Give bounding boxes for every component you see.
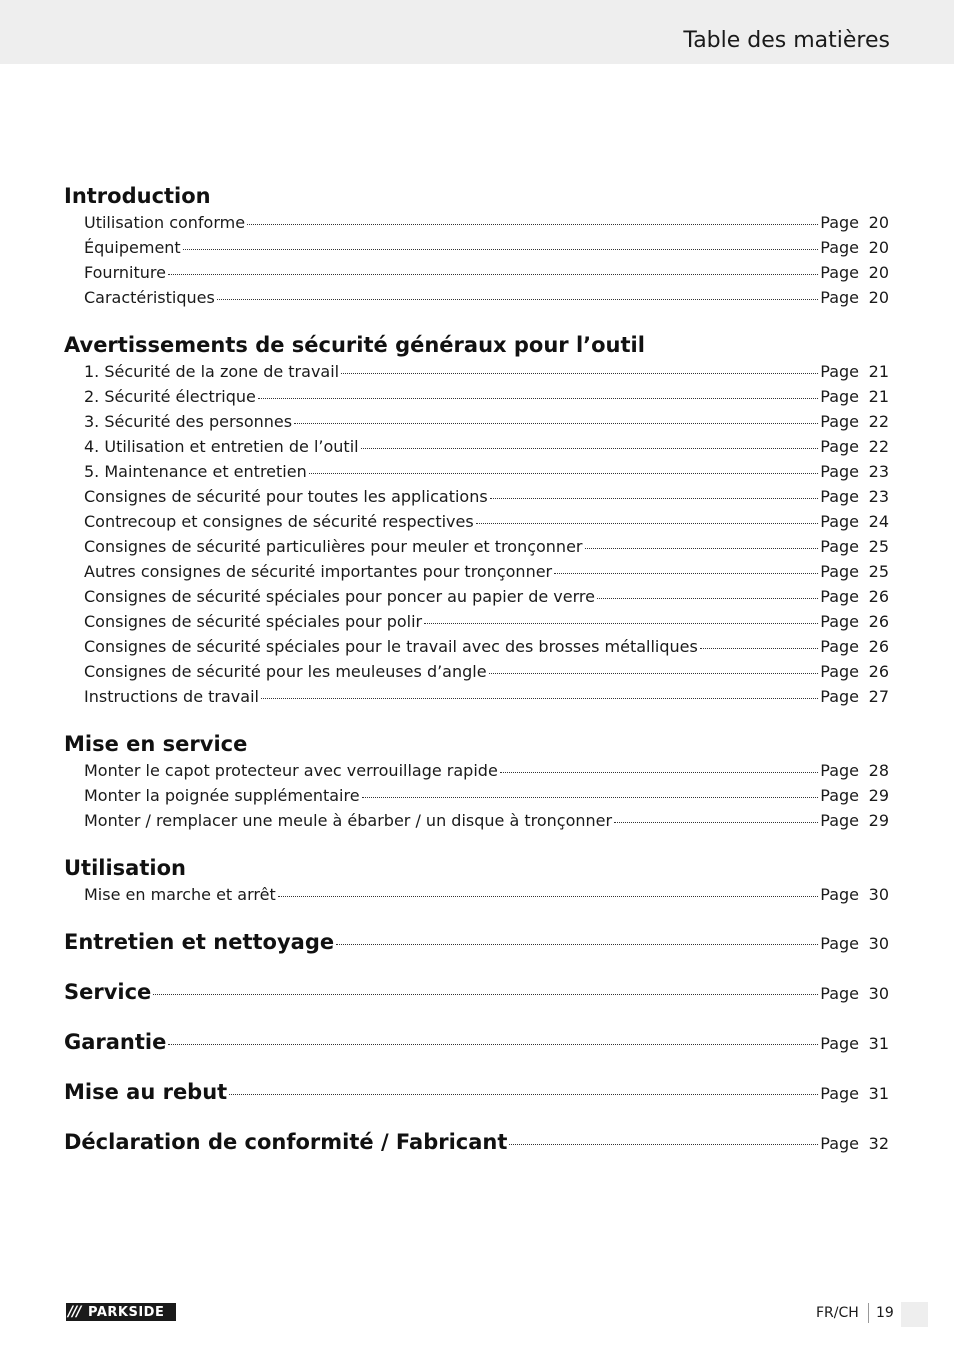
- toc-section-safety-warnings: [64, 331, 889, 709]
- dot-leader: [424, 623, 818, 624]
- dot-leader: [361, 448, 819, 449]
- entry-label: Instructions de travail: [84, 687, 259, 706]
- page-word: Page: [820, 984, 859, 1003]
- page-word: Page: [820, 637, 859, 656]
- page-title: Table des matières: [683, 28, 890, 53]
- dot-leader: [362, 797, 819, 798]
- entry-label: Mise en marche et arrêt: [84, 885, 276, 904]
- page-number: 26: [868, 637, 889, 656]
- page-number: 20: [868, 263, 889, 282]
- toc-entry[interactable]: [64, 484, 889, 509]
- entry-label: Garantie: [64, 1030, 167, 1054]
- entry-label: Équipement: [84, 238, 181, 257]
- toc-entry[interactable]: [64, 285, 889, 310]
- toc-entry[interactable]: [64, 559, 889, 584]
- entry-label: Fourniture: [84, 263, 166, 282]
- entry-label: Consignes de sécurité spéciales pour poncer au papier de verre: [84, 587, 595, 606]
- entry-label: 4. Utilisation et entretien de l’outil: [84, 437, 359, 456]
- toc-heading-entry[interactable]: [64, 928, 889, 978]
- entry-label: 1. Sécurité de la zone de travail: [84, 362, 340, 381]
- page-word: Page: [820, 687, 859, 706]
- page-number: 22: [868, 412, 889, 431]
- page-word: Page: [820, 934, 859, 953]
- page-word: Page: [820, 537, 859, 556]
- footer-tab-box: [901, 1302, 928, 1327]
- page-word: Page: [820, 612, 859, 631]
- page-number: 25: [868, 537, 889, 556]
- entry-label: Consignes de sécurité particulières pour meuler et tronçonner: [84, 537, 583, 556]
- dot-leader: [597, 598, 818, 599]
- page-number: 32: [868, 1134, 889, 1153]
- toc-entry[interactable]: [64, 758, 889, 783]
- page-word: Page: [820, 1084, 859, 1103]
- page-word: Page: [820, 562, 859, 581]
- footer-divider: [868, 1303, 869, 1323]
- entry-label: Caractéristiques: [84, 288, 215, 307]
- page-number: 25: [868, 562, 889, 581]
- page-number: 24: [868, 512, 889, 531]
- toc-entry[interactable]: [64, 609, 889, 634]
- page-word: Page: [820, 786, 859, 805]
- logo-text: PARKSIDE: [88, 1304, 165, 1320]
- entry-label: 5. Maintenance et entretien: [84, 462, 307, 481]
- toc-section-commissioning: [64, 730, 889, 833]
- toc-entry[interactable]: [64, 260, 889, 285]
- page-number: 28: [868, 761, 889, 780]
- page-number: 21: [868, 387, 889, 406]
- toc-entry[interactable]: [64, 509, 889, 534]
- section-heading: Introduction: [64, 184, 211, 208]
- dot-leader: [229, 1094, 818, 1095]
- dot-leader: [554, 573, 818, 574]
- page-word: Page: [820, 412, 859, 431]
- entry-label: Utilisation conforme: [84, 213, 246, 232]
- page-number: 27: [868, 687, 889, 706]
- toc-entry[interactable]: [64, 434, 889, 459]
- section-heading: Mise en service: [64, 732, 248, 756]
- entry-label: Mise au rebut: [64, 1080, 228, 1104]
- page-number: 29: [868, 786, 889, 805]
- toc-entry[interactable]: [64, 459, 889, 484]
- dot-leader: [489, 673, 819, 674]
- table-of-contents: [64, 182, 889, 1178]
- page-number-footer: 19: [876, 1305, 894, 1321]
- dot-leader: [168, 274, 818, 275]
- dot-leader: [509, 1144, 818, 1145]
- parkside-logo: [66, 1303, 176, 1321]
- toc-entry[interactable]: [64, 409, 889, 434]
- dot-leader: [336, 944, 818, 945]
- dot-leader: [614, 822, 818, 823]
- page-number: 21: [868, 362, 889, 381]
- toc-entry[interactable]: [64, 783, 889, 808]
- page-word: Page: [820, 238, 859, 257]
- page-number: 29: [868, 811, 889, 830]
- entry-label: Consignes de sécurité pour toutes les applications: [84, 487, 488, 506]
- page-number: 30: [868, 984, 889, 1003]
- dot-leader: [247, 224, 818, 225]
- page-word: Page: [820, 761, 859, 780]
- toc-entry[interactable]: [64, 808, 889, 833]
- toc-section-introduction: [64, 182, 889, 310]
- page-word: Page: [820, 387, 859, 406]
- page-word: Page: [820, 487, 859, 506]
- page-word: Page: [820, 288, 859, 307]
- toc-heading-entry[interactable]: [64, 1028, 889, 1078]
- dot-leader: [261, 698, 818, 699]
- page-word: Page: [820, 462, 859, 481]
- page-word: Page: [820, 437, 859, 456]
- page-word: Page: [820, 587, 859, 606]
- toc-entry[interactable]: [64, 584, 889, 609]
- dot-leader: [217, 299, 818, 300]
- dot-leader: [183, 249, 819, 250]
- dot-leader: [476, 523, 819, 524]
- page-word: Page: [820, 885, 859, 904]
- entry-label: Entretien et nettoyage: [64, 930, 335, 954]
- page-word: Page: [820, 662, 859, 681]
- entry-label: Contrecoup et consignes de sécurité respectives: [84, 512, 474, 531]
- page-word: Page: [820, 512, 859, 531]
- toc-entry[interactable]: [64, 882, 889, 907]
- page-footer: [0, 1300, 954, 1330]
- page-number: 30: [868, 885, 889, 904]
- entry-label: Autres consignes de sécurité importantes pour tronçonner: [84, 562, 553, 581]
- toc-entry[interactable]: [64, 634, 889, 659]
- dot-leader: [294, 423, 818, 424]
- page-word: Page: [820, 362, 859, 381]
- toc-entry[interactable]: [64, 534, 889, 559]
- page-number: 20: [868, 288, 889, 307]
- dot-leader: [500, 772, 818, 773]
- logo-slashes-icon: ///: [68, 1304, 81, 1320]
- section-heading: Utilisation: [64, 856, 186, 880]
- language-code: FR/CH: [816, 1305, 859, 1321]
- page-number: 23: [868, 487, 889, 506]
- dot-leader: [278, 896, 819, 897]
- dot-leader: [168, 1044, 818, 1045]
- page-number: 31: [868, 1084, 889, 1103]
- dot-leader: [341, 373, 818, 374]
- page-word: Page: [820, 1034, 859, 1053]
- toc-entry[interactable]: [64, 659, 889, 684]
- toc-entry[interactable]: [64, 684, 889, 709]
- dot-leader: [585, 548, 819, 549]
- toc-entry[interactable]: [64, 235, 889, 260]
- page-number: 23: [868, 462, 889, 481]
- page-number: 20: [868, 213, 889, 232]
- entry-label: 3. Sécurité des personnes: [84, 412, 293, 431]
- page-number: 30: [868, 934, 889, 953]
- page-number: 26: [868, 612, 889, 631]
- toc-entry[interactable]: [64, 359, 889, 384]
- dot-leader: [490, 498, 819, 499]
- page-word: Page: [820, 811, 859, 830]
- toc-entry[interactable]: [64, 384, 889, 409]
- entry-label: 2. Sécurité électrique: [84, 387, 256, 406]
- toc-section-usage: [64, 854, 889, 907]
- page-number: 22: [868, 437, 889, 456]
- page-word: Page: [820, 213, 859, 232]
- entry-label: Monter le capot protecteur avec verrouillage rapide: [84, 761, 498, 780]
- dot-leader: [258, 398, 818, 399]
- dot-leader: [309, 473, 819, 474]
- page-number: 26: [868, 587, 889, 606]
- toc-entry[interactable]: [64, 210, 889, 235]
- page-number: 31: [868, 1034, 889, 1053]
- entry-label: Consignes de sécurité spéciales pour le travail avec des brosses métalliques: [84, 637, 698, 656]
- page-word: Page: [820, 1134, 859, 1153]
- entry-label: Consignes de sécurité spéciales pour polir: [84, 612, 423, 631]
- entry-label: Consignes de sécurité pour les meuleuses d’angle: [84, 662, 487, 681]
- toc-heading-entry[interactable]: [64, 1078, 889, 1128]
- toc-heading-entry[interactable]: [64, 978, 889, 1028]
- entry-label: Monter / remplacer une meule à ébarber / un disque à tronçonner: [84, 811, 613, 830]
- toc-heading-entry[interactable]: [64, 1128, 889, 1178]
- page-number: 20: [868, 238, 889, 257]
- dot-leader: [700, 648, 818, 649]
- entry-label: Monter la poignée supplémentaire: [84, 786, 360, 805]
- dot-leader: [153, 994, 818, 995]
- entry-label: Déclaration de conformité / Fabricant: [64, 1130, 508, 1154]
- page-number: 26: [868, 662, 889, 681]
- section-heading: Avertissements de sécurité généraux pour l’outil: [64, 333, 645, 357]
- page-word: Page: [820, 263, 859, 282]
- entry-label: Service: [64, 980, 152, 1004]
